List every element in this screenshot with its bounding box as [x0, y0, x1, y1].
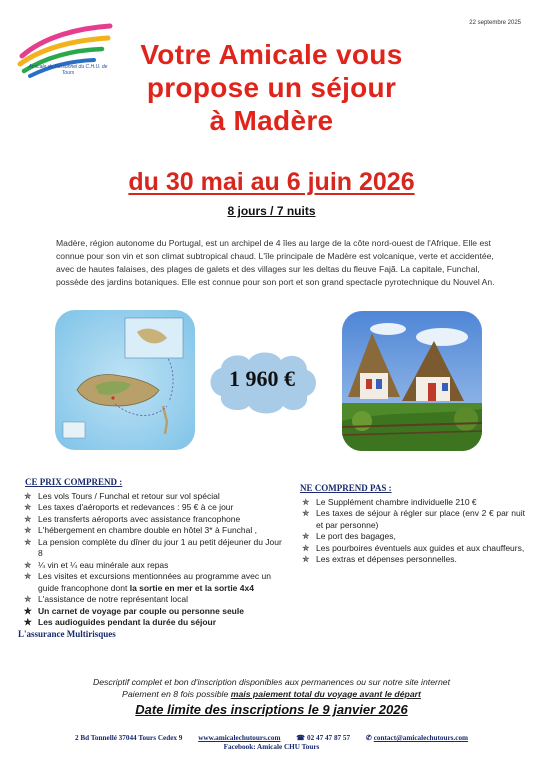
list-item	[22, 606, 284, 618]
list-item-text: Un carnet de voyage par couple ou personne seule	[38, 605, 244, 616]
intro-paragraph: Madère, région autonome du Portugal, est un archipel de 4 îles au large de la côte nord-ouest de l'Afrique. Elle est connue pour son vin et son climat subtropical chaud. L'île principale de Madère est volcanique, verte et accidentée, avec de hautes falaises, des plages de galets et des villages sur les deltas du fleuve Fajã. La capitale, Funchal, possède des jardins botaniques. Elle est connue pour son port et son grand spectacle pyrotechnique du Nouvel An.	[56, 238, 495, 287]
footer-info-line: Descriptif complet et bon d'inscription disponibles aux permanences ou sur notre site internet	[92, 677, 451, 687]
star-bullet-icon: ✯	[24, 617, 32, 627]
list-item	[300, 531, 525, 543]
star-bullet-icon: ✯	[24, 594, 32, 604]
payment-bold-text: mais paiement total du voyage avant le départ	[230, 689, 421, 699]
list-item	[22, 571, 284, 594]
star-bullet-icon: ✯	[24, 571, 32, 581]
title-line-3: à Madère	[209, 105, 334, 136]
email-link[interactable]: contact@amicalechutours.com	[373, 734, 469, 742]
trip-price: 1 960 €	[229, 366, 295, 391]
trip-dates	[0, 168, 543, 197]
excludes-section	[300, 483, 525, 566]
includes-section	[18, 477, 284, 640]
star-bullet-icon: ✯	[24, 536, 32, 547]
includes-title: CE PRIX COMPREND :	[25, 477, 123, 487]
list-item-text: Les taxes d'aéroports et redevances : 95 € à ce jour	[38, 502, 234, 512]
list-item-text: Les taxes de séjour à régler sur place (env 2 € par nuit et par personne)	[316, 508, 525, 530]
trip-dates-text: du 30 mai au 6 juin 2026	[128, 168, 415, 196]
star-bullet-icon: ✯	[24, 502, 32, 512]
list-item	[22, 502, 284, 514]
logo-text: Amicale du Personnel du C.H.U. de Tours	[28, 64, 108, 76]
excludes-list	[300, 497, 525, 566]
list-item-text: Les visites et excursions mentionnées au programme avec un guide francophone dont	[38, 571, 271, 593]
document-date: 22 septembre 2025	[469, 20, 521, 26]
list-item-text: La pension complète du dîner du jour 1 au petit déjeuner du Jour 8	[38, 536, 282, 558]
star-bullet-icon: ✯	[24, 559, 32, 570]
website-link[interactable]: www.amicalechutours.com	[198, 734, 281, 742]
registration-deadline	[0, 702, 543, 717]
list-item	[300, 554, 525, 566]
list-item-text: Les extras et dépenses personnelles.	[316, 554, 457, 564]
title-line-1: Votre Amicale vous	[140, 39, 403, 70]
list-item	[22, 537, 284, 560]
list-item-text: Le Supplément chambre individuelle 210 €	[316, 496, 477, 507]
includes-list	[22, 491, 284, 629]
facebook-line: Facebook: Amicale CHU Tours	[223, 743, 320, 751]
list-item	[22, 491, 284, 503]
list-item-text: Les transferts aéroports avec assistance francophone	[38, 513, 241, 524]
santana-houses-photo	[342, 311, 482, 451]
list-item-text: ¼ vin et ¼ eau minérale aux repas	[38, 559, 169, 570]
star-bullet-icon: ✯	[302, 554, 310, 564]
trip-duration: 8 jours / 7 nuits	[227, 204, 316, 218]
list-item	[300, 508, 525, 531]
deadline-text: Date limite des inscriptions le 9 janvier 2026	[135, 702, 408, 717]
insurance-note: L'assurance Multirisques	[18, 628, 116, 639]
list-item-text: L'assistance de notre représentant local	[38, 594, 188, 604]
footer-payment-line	[0, 689, 543, 699]
madeira-map-image	[55, 310, 195, 450]
star-bullet-icon: ✯	[302, 542, 310, 553]
list-item	[22, 514, 284, 526]
email-icon: ✆	[365, 734, 372, 742]
phone-number: 02 47 47 87 57	[306, 734, 351, 742]
star-bullet-icon: ✯	[24, 525, 32, 535]
title-line-2: propose un séjour	[146, 72, 397, 103]
list-item	[22, 525, 284, 537]
contact-line	[0, 733, 543, 742]
star-bullet-icon: ✯	[302, 496, 310, 507]
star-bullet-icon: ✯	[24, 490, 32, 501]
star-bullet-icon: ✯	[24, 605, 32, 616]
list-item-text: Le port des bagages,	[316, 531, 396, 541]
excludes-title: NE COMPREND PAS :	[300, 483, 392, 493]
list-item	[22, 617, 284, 629]
page-title	[0, 38, 543, 137]
phone-icon: ☎	[296, 734, 306, 742]
star-bullet-icon: ✯	[302, 508, 310, 518]
list-item-text: Les pourboires éventuels aux guides et aux chauffeurs,	[316, 542, 525, 553]
list-item	[22, 560, 284, 572]
list-item-text: L'hébergement en chambre double en hôtel 3* à Funchal ,	[38, 525, 257, 535]
payment-text: Paiement en 8 fois possible	[122, 689, 229, 699]
star-bullet-icon: ✯	[302, 531, 310, 541]
list-item-bold-text: la sortie en mer et la sortie 4x4	[129, 582, 254, 593]
address-text: 2 Bd Tonnellé 37044 Tours Cedex 9	[74, 734, 183, 742]
list-item-text: Les vols Tours / Funchal et retour sur vol spécial	[38, 490, 220, 501]
list-item	[22, 594, 284, 606]
star-bullet-icon: ✯	[24, 513, 32, 524]
list-item	[300, 497, 525, 509]
list-item-text: Les audioguides pendant la durée du séjour	[38, 617, 217, 627]
list-item	[300, 543, 525, 555]
